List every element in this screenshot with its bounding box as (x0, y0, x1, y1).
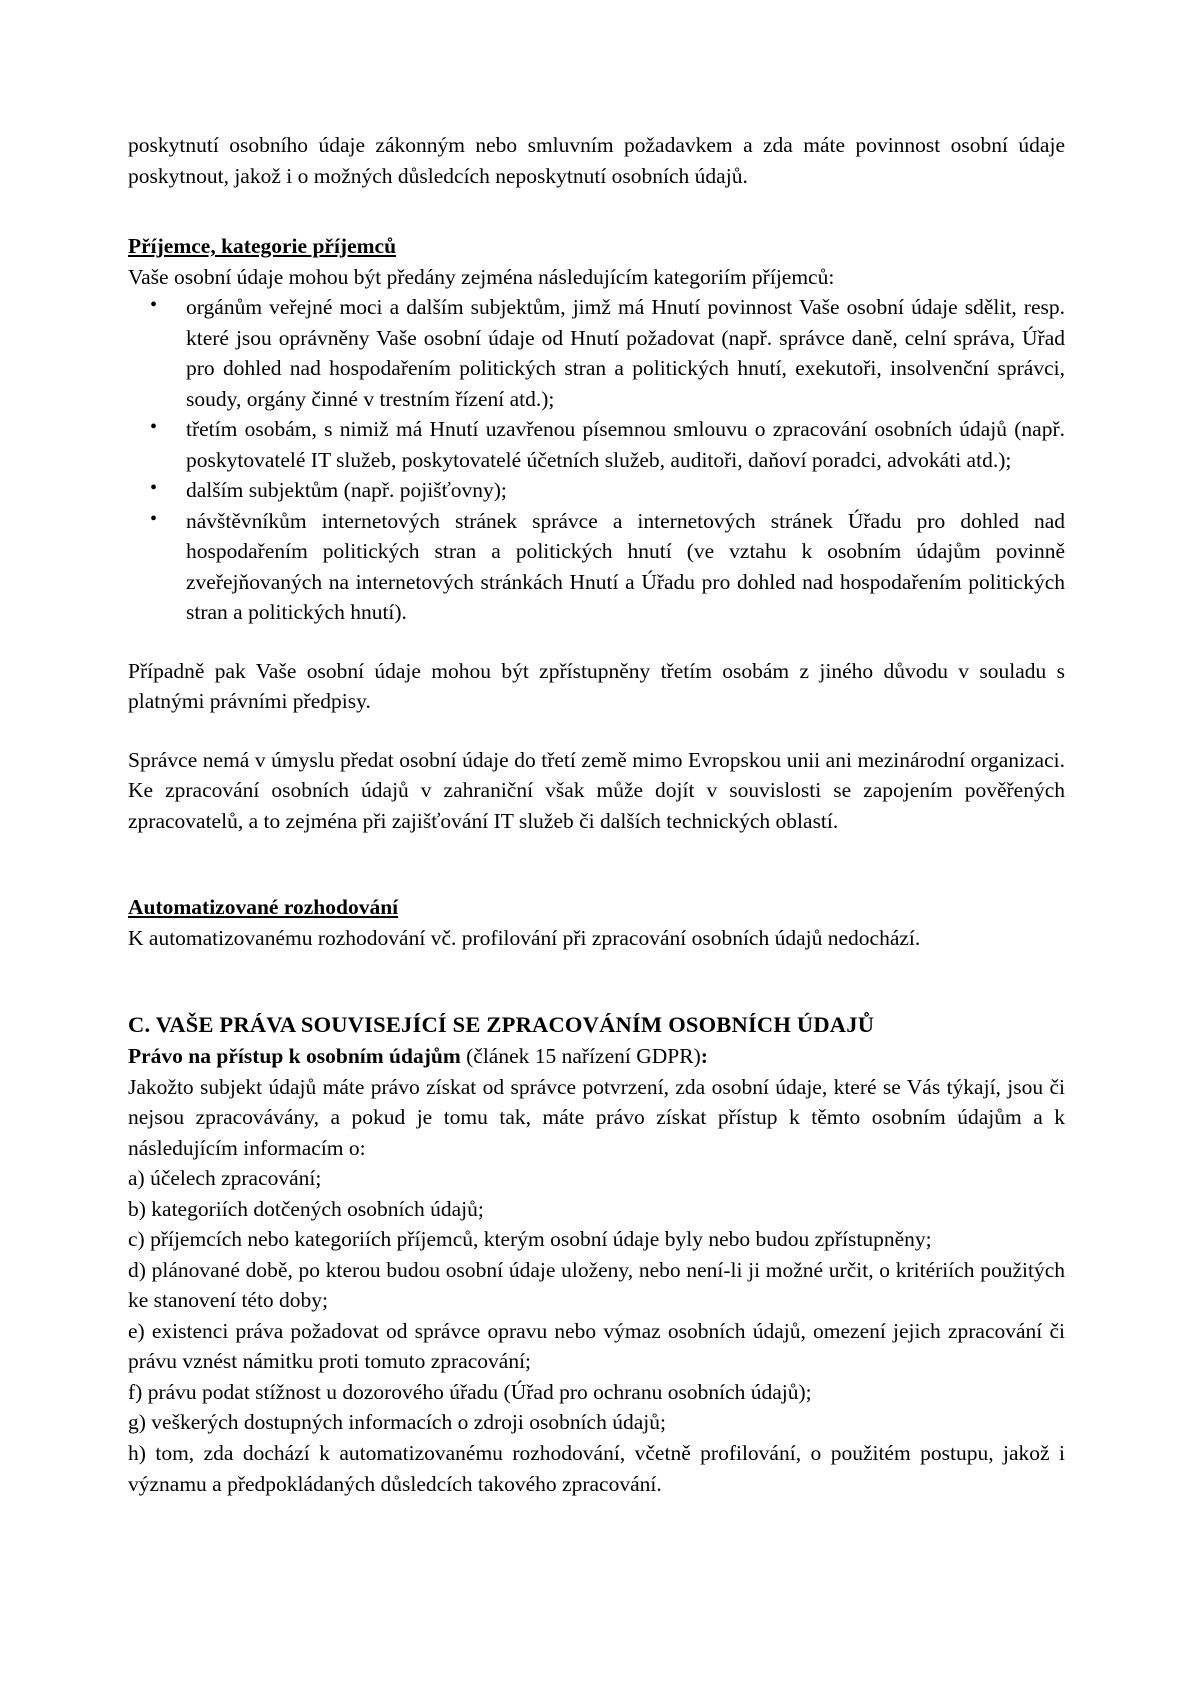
list-item: • orgánům veřejné moci a dalším subjektům, jimž má Hnutí povinnost Vaše osobní údaje sdělit, resp. které jsou oprávněny Vaše osobní údaje od Hnutí požadovat (např. správce daně, celní správa, Úřad pro dohled nad hospodařením politických stran a politických hnutí, exekutoři, insolvenční správci, soudy, orgány činné v trestním řízení atd.); (128, 292, 1065, 414)
recipients-heading: Příjemce, kategorie příjemců (128, 234, 397, 259)
list-item: c) příjemcích nebo kategoriích příjemců, kterým osobní údaje byly nebo budou zpřístupněny; (128, 1227, 932, 1252)
spacer (128, 717, 1065, 745)
automated-heading: Automatizované rozhodování (128, 895, 399, 920)
section-c-subheading-colon: : (700, 1044, 708, 1069)
recipients-lead: Vaše osobní údaje mohou být předány zejména následujícím kategoriím příjemců: (128, 264, 835, 289)
spacer (128, 628, 1065, 656)
recipients-paragraph-2: Případně pak Vaše osobní údaje mohou být zpřístupněny třetím osobám z jiného důvodu v souladu s platnými právními předpisy. (128, 658, 1065, 714)
section-c-subheading-bold: Právo na přístup k osobním údajům (128, 1044, 461, 1069)
list-item: a) účelech zpracování; (128, 1166, 322, 1191)
list-item: g) veškerých dostupných informacích o zdroji osobních údajů; (128, 1410, 666, 1435)
section-c-subheading-rest: (článek 15 nařízení GDPR) (460, 1044, 701, 1069)
section-c-lead: Jakožto subjekt údajů máte právo získat od správce potvrzení, zda osobní údaje, které se Vás týkají, jsou či nejsou zpracovávány, a pokud je tomu tak, máte právo získat přístup k těmto osobním údajům a k následujícím informacím o: (128, 1074, 1065, 1160)
automated-paragraph: K automatizovanému rozhodování vč. profilování při zpracování osobních údajů nedochází. (128, 925, 921, 950)
list-item: h) tom, zda dochází k automatizovanému rozhodování, včetně profilování, o použitém postupu, jakož i významu a předpokládaných důsledcích takového zpracování. (128, 1440, 1065, 1496)
section-c-subheading (128, 1041, 1065, 1072)
spacer (128, 191, 1065, 231)
spacer (128, 953, 1065, 1009)
list-item: • návštěvníkům internetových stránek správce a internetových stránek Úřadu pro dohled nad hospodařením politických stran a politických hnutí (ve vztahu k osobním údajům povinně zveřejňovaných na internetových stránkách Hnutí a Úřadu pro dohled nad hospodařením politických stran a politických hnutí). (128, 506, 1065, 628)
spacer (128, 836, 1065, 892)
list-item: • třetím osobám, s nimiž má Hnutí uzavřenou písemnou smlouvu o zpracování osobních údajů (např. poskytovatelé IT služeb, poskytovatelé účetních služeb, auditoři, daňoví poradci, advokáti atd.); (128, 414, 1065, 475)
list-item: • dalším subjektům (např. pojišťovny); (128, 475, 1065, 506)
list-item: e) existenci práva požadovat od správce opravu nebo výmaz osobních údajů, omezení jejich zpracování či právu vznést námitku proti tomuto zpracování; (128, 1318, 1065, 1374)
recipients-bullet-list (128, 292, 1065, 628)
list-item: f) právu podat stížnost u dozorového úřadu (Úřad pro ochranu osobních údajů); (128, 1379, 812, 1404)
list-item: b) kategoriích dotčených osobních údajů; (128, 1196, 484, 1221)
section-c-lettered-list (128, 1163, 1065, 1499)
recipients-paragraph-3: Správce nemá v úmyslu předat osobní údaje do třetí země mimo Evropskou unii ani mezinárodní organizaci. Ke zpracování osobních údajů v zahraniční však může dojít v souvislosti se zapojením pověřených zpracovatelů, a to zejména při zajišťování IT služeb či dalších technických oblastí. (128, 747, 1065, 833)
list-item: d) plánované době, po kterou budou osobní údaje uloženy, nebo není-li ji možné určit, o kritériích použitých ke stanovení této doby; (128, 1257, 1065, 1313)
intro-paragraph: poskytnutí osobního údaje zákonným nebo smluvním požadavkem a zda máte povinnost osobní údaje poskytnout, jakož i o možných důsledcích neposkytnutí osobních údajů. (128, 133, 1065, 188)
section-c-heading: C. VAŠE PRÁVA SOUVISEJÍCÍ SE ZPRACOVÁNÍM OSOBNÍCH ÚDAJŮ (128, 1012, 875, 1038)
